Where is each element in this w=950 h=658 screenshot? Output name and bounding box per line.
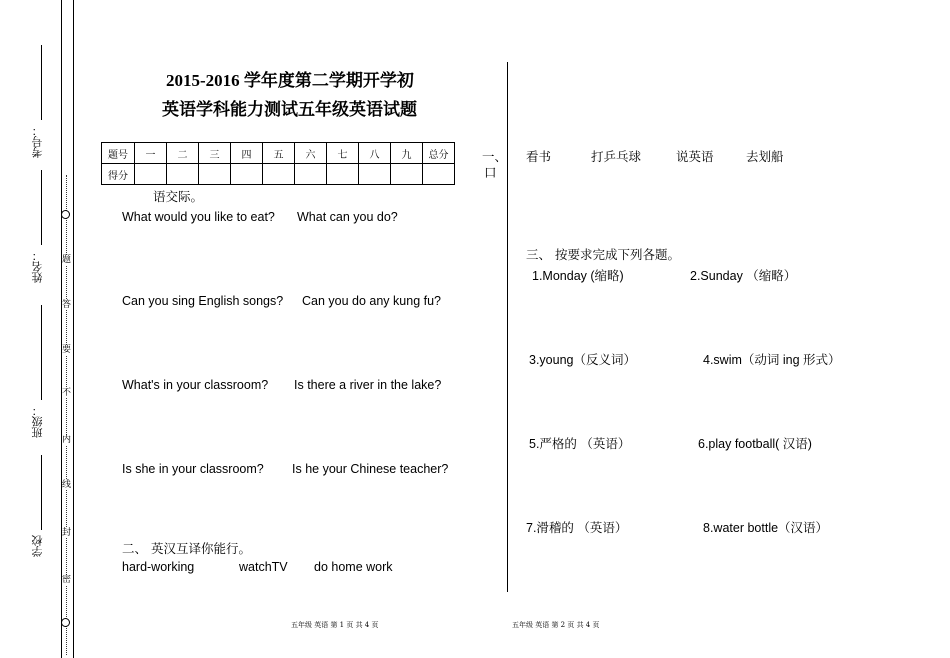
section-fragment: 语交际。 [153,189,204,204]
score-input-cell[interactable] [295,164,327,185]
task-item: 1.Monday (缩略) [532,269,624,283]
score-table-header-row [102,143,455,164]
name-line [41,170,42,245]
seal-char: 封 [62,528,72,538]
score-cell: 八 [359,143,391,164]
margin-rule-right [73,0,74,658]
seal-char: 答 [62,300,72,310]
score-cell: 二 [167,143,199,164]
class-line [41,305,42,400]
section-2-title: 二、 英汉互译你能行。 [122,541,251,556]
question-text: What can you do? [297,210,398,224]
task-item: 2.Sunday （缩略） [690,269,797,283]
translate-item: do home work [314,560,393,574]
seal-char: 要 [62,345,72,355]
question-text: Is he your Chinese teacher? [292,462,449,476]
phrase-item: 看书 [526,149,552,164]
seal-char: 题 [62,255,72,265]
score-table-score-row [102,164,455,185]
score-input-cell[interactable] [167,164,199,185]
score-cell: 七 [327,143,359,164]
score-input-cell[interactable] [359,164,391,185]
translate-item: watchTV [239,560,288,574]
task-item: 7.滑稽的 （英语） [526,521,628,535]
task-item: 4.swim（动词 ing 形式） [703,353,841,367]
school-line [41,455,42,530]
page-footer-right: 五年级 英语 第 2 页 共 4 页 [512,621,600,629]
seal-char: 密 [62,575,72,585]
task-item: 6.play football( 汉语) [698,437,812,451]
score-table [101,142,455,185]
phrase-item: 去划船 [746,149,784,164]
translate-item: hard-working [122,560,195,574]
task-item: 3.young（反义词） [529,353,636,367]
class-label: 班级： [31,405,44,438]
question-text: Can you do any kung fu? [302,294,441,308]
question-text: Is there a river in the lake? [294,378,442,392]
score-input-cell[interactable] [231,164,263,185]
score-cell: 题号 [102,143,135,164]
page-divider [507,62,508,592]
title-line-1: 2015-2016 学年度第二学期开学初 [166,71,414,90]
question-text: What would you like to eat? [122,210,275,224]
score-cell: 五 [263,143,295,164]
task-item: 5.严格的 （英语） [529,437,631,451]
question-text: What's in your classroom? [122,378,269,392]
score-input-cell[interactable] [135,164,167,185]
score-cell: 一 [135,143,167,164]
task-item: 8.water bottle（汉语） [703,521,829,535]
title-line-2: 英语学科能力测试五年级英语试题 [162,100,417,119]
score-cell: 六 [295,143,327,164]
seal-circle-bottom [61,618,70,627]
seal-char: 线 [62,480,72,490]
score-cell: 三 [199,143,231,164]
question-text: Can you sing English songs? [122,294,284,308]
exam-number-label: 考号： [31,125,44,158]
school-label: 学校 [31,535,44,557]
exam-number-line [41,45,42,120]
phrase-item: 打乒乓球 [591,149,642,164]
seal-char: 内 [62,435,72,445]
name-label: 姓名： [31,250,44,283]
seal-char: 不 [62,388,72,398]
score-cell: 总分 [423,143,455,164]
score-input-cell[interactable] [391,164,423,185]
margin-rule-left [61,0,62,658]
section-1-marker: 一、 [482,149,508,164]
score-cell: 得分 [102,164,135,185]
score-input-cell[interactable] [423,164,455,185]
page-footer-left: 五年级 英语 第 1 页 共 4 页 [291,621,379,629]
score-cell: 四 [231,143,263,164]
seal-circle-top [61,210,70,219]
question-text: Is she in your classroom? [122,462,264,476]
score-input-cell[interactable] [327,164,359,185]
phrase-item: 说英语 [676,149,714,164]
score-input-cell[interactable] [199,164,231,185]
section-3-title: 三、 按要求完成下列各题。 [526,247,680,262]
score-cell: 九 [391,143,423,164]
section-1-marker-cont: 口 [484,165,497,180]
score-input-cell[interactable] [263,164,295,185]
